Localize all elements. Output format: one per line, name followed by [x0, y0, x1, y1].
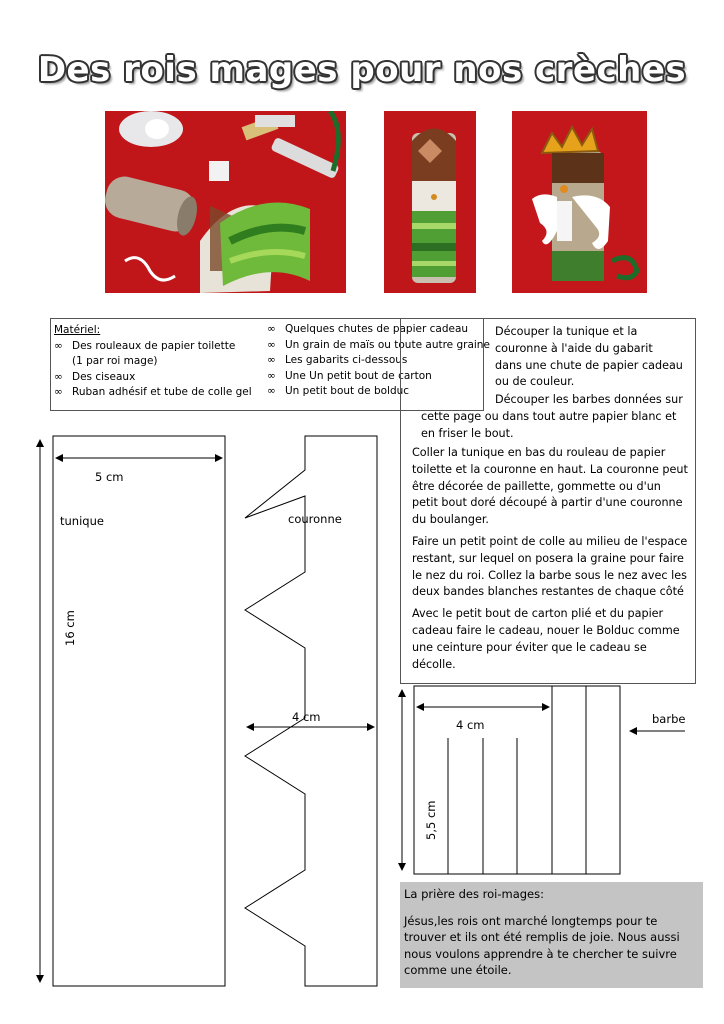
bullet-symbol: ∞ [267, 323, 276, 335]
bullet-symbol: ∞ [54, 339, 63, 352]
tunique-height-label: 16 cm [63, 610, 77, 646]
tunique-label: tunique [60, 514, 104, 528]
instruction-paragraph: Découper les barbes données sur cette page ou dans tout autre papier blanc et en friser le bout. [421, 393, 683, 440]
barbe-height-label: 5,5 cm [424, 800, 438, 840]
bullet-symbol: ∞ [54, 370, 63, 383]
materiel-item: (1 par roi mage) [72, 355, 158, 368]
materiel-item: Ruban adhésif et tube de colle gel [72, 386, 252, 399]
prayer-title: La prière des roi-mages: [404, 887, 544, 901]
materiel-item: Un grain de maïs ou toute autre graine [285, 338, 490, 351]
prayer-box [400, 882, 703, 988]
instruction-paragraph: Avec le petit bout de carton plié et du papier cadeau faire le cadeau, nouer le Bolduc comme une ceinture pour éviter que le cadeau se décolle. [412, 607, 680, 671]
couronne-label: couronne [288, 512, 342, 526]
barbe-width-label: 4 cm [456, 718, 485, 732]
instruction-paragraph: Coller la tunique en bas du rouleau de papier toilette et la couronne en haut. La couronne peut être décorée de paillette, gommette ou d'un petit bout doré découpé à partir d'une couronne du boulanger. [412, 446, 688, 527]
couronne-width-label: 4 cm [292, 710, 321, 724]
bullet-symbol: ∞ [267, 385, 276, 398]
tunique-width-label: 5 cm [95, 470, 124, 484]
materiel-item: Des ciseaux [72, 370, 136, 383]
instruction-paragraph: Découper la tunique et la couronne à l'aide du gabarit dans une chute de papier cadeau ou de couleur. [495, 325, 683, 389]
instruction-paragraph: Faire un petit point de colle au milieu de l'espace restant, sur lequel on posera la graine pour faire le nez du roi. Collez la barbe sous le nez avec les deux bandes blanches restantes de chaque côté [412, 534, 688, 599]
materiel-item: Quelques chutes de papier cadeau [285, 323, 469, 335]
bullet-symbol: ∞ [267, 354, 276, 367]
materiel-item: Un petit bout de bolduc [285, 385, 410, 398]
bullet-symbol: ∞ [54, 386, 63, 399]
materiel-item: Les gabarits ci-dessous [285, 354, 408, 367]
materiel-heading: Matériel: [54, 324, 101, 336]
materiel-item: Des rouleaux de papier toilette [72, 339, 236, 352]
prayer-body: Jésus,les rois ont marché longtemps pour te trouver et ils ont été remplis de joie. Nous aussi nous voulons apprendre à te chercher te suivre comme une étoile. [404, 913, 680, 977]
barbe-label: barbe [652, 712, 686, 726]
page-title: Des rois mages pour nos crèches [37, 50, 687, 90]
materiel-item: Une Un petit bout de carton [285, 369, 432, 382]
bullet-symbol: ∞ [267, 338, 276, 351]
bullet-symbol: ∞ [267, 369, 276, 382]
